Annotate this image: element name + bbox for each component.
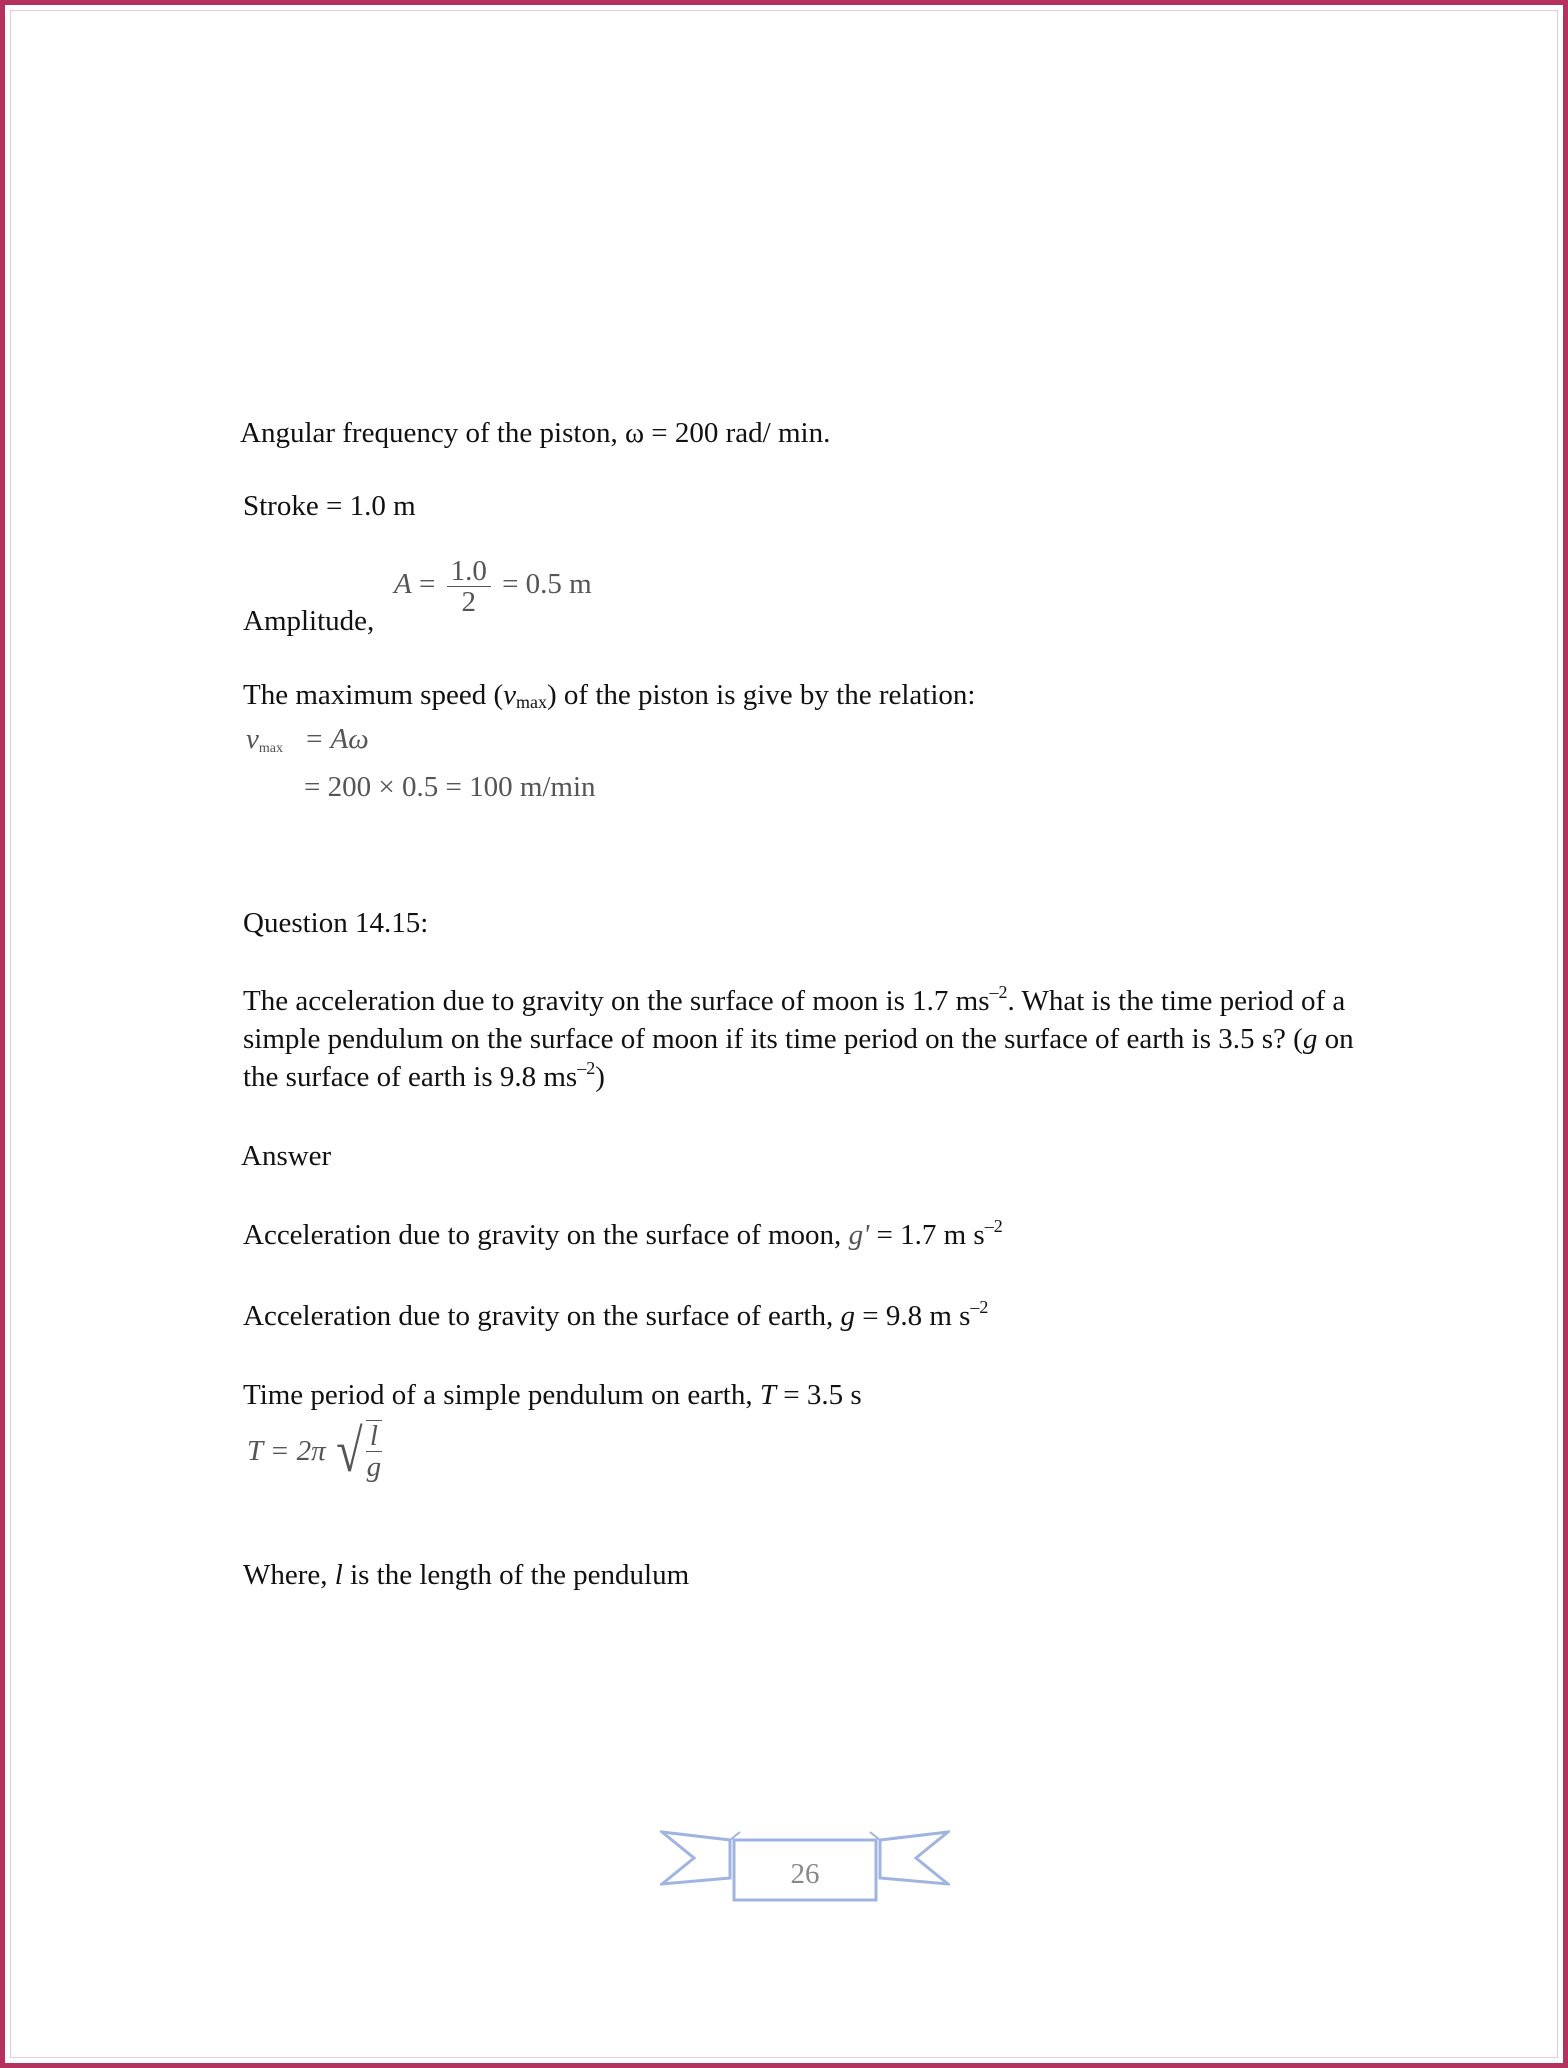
where-text-pre: Where, — [243, 1559, 335, 1591]
earth-period-line — [243, 1378, 862, 1412]
question-text — [243, 982, 1373, 1096]
equals-sign: = — [418, 568, 436, 601]
earth-gravity-text: Acceleration due to gravity on the surface of earth, — [243, 1300, 834, 1332]
where-var: l — [334, 1559, 343, 1591]
question-g-var: g — [1302, 1023, 1318, 1055]
vmax-equation — [246, 722, 369, 756]
question-sup1: –2 — [989, 982, 1008, 1002]
square-root — [333, 1420, 382, 1482]
angular-frequency-line: Angular frequency of the piston, ω = 200 rad/ min. — [240, 417, 831, 449]
question-text-part2: . What is the time period of a simple pendulum on the surface of moon if its time period on the surface of earth is 3.5 s? ( — [243, 985, 1346, 1055]
formula-numerator: l — [366, 1421, 382, 1452]
where-line — [243, 1558, 689, 1592]
fraction-denominator: 2 — [461, 586, 476, 618]
page-number: 26 — [790, 1858, 820, 1890]
question-title: Question 14.15: — [243, 907, 429, 939]
amplitude-symbol: A — [394, 568, 412, 601]
earth-g-value: = 9.8 m s — [854, 1300, 971, 1332]
question-sup2: –2 — [577, 1058, 596, 1078]
earth-gravity-line — [243, 1299, 988, 1333]
max-speed-sub: max — [516, 692, 547, 712]
amplitude-result: = 0.5 m — [502, 568, 592, 601]
question-text-part3: on the surface of earth is 9.8 ms — [243, 1023, 1354, 1093]
moon-gravity-text: Acceleration due to gravity on the surface of moon, — [243, 1219, 842, 1251]
vmax-subscript: max — [258, 741, 283, 756]
max-speed-text-post: ) of the piston is give by the relation: — [547, 679, 976, 711]
moon-g-var: g' — [848, 1219, 870, 1251]
radical-icon: √ — [336, 1418, 363, 1484]
fraction-numerator: 1.0 — [447, 556, 491, 587]
earth-period-text: Time period of a simple pendulum on earth, — [243, 1379, 753, 1411]
answer-title: Answer — [241, 1140, 332, 1172]
earth-period-var: T — [759, 1379, 776, 1411]
moon-gravity-line — [243, 1218, 1003, 1252]
max-speed-text-pre: The maximum speed ( — [243, 679, 504, 711]
vmax-calculation: = 200 × 0.5 = 100 m/min — [304, 771, 596, 803]
max-speed-var: v — [503, 679, 516, 711]
where-text-post: is the length of the pendulum — [342, 1559, 690, 1591]
earth-g-sup: –2 — [970, 1297, 989, 1317]
pendulum-formula — [247, 1420, 382, 1482]
amplitude-formula — [394, 556, 592, 617]
earth-period-value: = 3.5 s — [775, 1379, 862, 1411]
question-text-part4: ) — [595, 1061, 605, 1093]
moon-g-value: = 1.7 m s — [869, 1219, 985, 1251]
vmax-symbol: v — [246, 723, 259, 755]
moon-g-sup: –2 — [984, 1216, 1003, 1236]
stroke-line: Stroke = 1.0 m — [243, 490, 416, 522]
amplitude-label: Amplitude, — [243, 605, 375, 637]
earth-g-var: g — [840, 1300, 855, 1332]
max-speed-statement — [243, 678, 975, 712]
formula-denominator: g — [366, 1451, 382, 1483]
vmax-rhs: = Aω — [304, 723, 369, 755]
question-text-part1: The acceleration due to gravity on the surface of moon is 1.7 ms — [243, 985, 990, 1017]
pendulum-formula-lhs: T = 2π — [247, 1435, 326, 1467]
amplitude-fraction — [447, 556, 491, 617]
